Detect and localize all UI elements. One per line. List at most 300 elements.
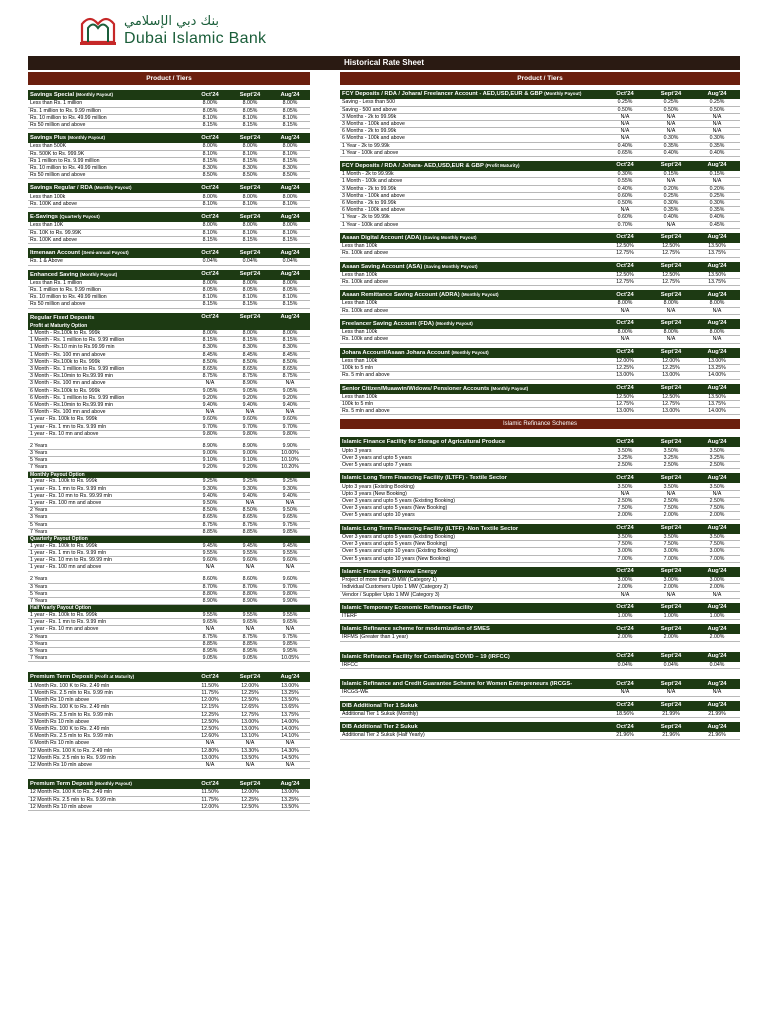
rate-table-islamic-finance-facility-for-storage-of-agricultural-produce [340,437,740,469]
tier-label: 7 Years [28,528,190,535]
tier-label: Rs. 10 million to Rs. 49.99 million [28,294,190,301]
table-title: DIB Additional Tier 1 Sukuk [340,701,602,711]
rate-value: 8.00% [230,280,270,287]
tier-label: 1 year - Rs. 1 mn to Rs. 9.99 mln [28,550,190,557]
rate-table-asaan-digital-account-ada [340,233,740,258]
rate-value: N/A [694,307,740,314]
rate-value: 3.00% [694,548,740,555]
rate-value: 8.10% [230,200,270,207]
tier-label: Upto 3 years [340,447,602,454]
rate-value: 8.75% [230,373,270,380]
rate-value: 0.40% [602,142,648,149]
table-title: Islamic Financing Renewal Energy [340,567,602,577]
table-row [340,689,740,696]
rate-value: 13.00% [648,372,694,379]
tier-label: 1 Month Rs. 2.5 mln to Rs. 9.99 mln [28,689,190,696]
rate-value: N/A [230,740,270,747]
table-row [340,358,740,365]
table-row [28,351,310,358]
rate-value: 0.35% [694,142,740,149]
rate-value: 0.40% [602,185,648,192]
rate-value: 10.05% [270,655,310,662]
table-row [28,236,310,243]
column-header-oct-24: Oct'24 [602,624,648,634]
column-header-sept-24: Sept'24 [648,437,694,447]
tier-label: 1 Month - Rs.10 min to Rs.99.99 min [28,344,190,351]
table-row [28,344,310,351]
tier-label: Over 5 years and upto 10 years (New Booking) [340,555,602,562]
rate-value: 8.00% [694,329,740,336]
rate-value: 12.50% [648,272,694,279]
table-header-row [340,290,740,300]
column-header-sept-24: Sept'24 [230,313,270,323]
rate-value: 13.50% [694,243,740,250]
rate-value: 2.00% [694,584,740,591]
rate-value: 8.65% [270,365,310,372]
tier-label: 3 Years [28,583,190,590]
column-header-sept-24: Sept'24 [230,183,270,193]
rate-table-asaan-remittance-saving-account-adra [340,290,740,315]
rate-value: 8.00% [190,280,230,287]
table-row [28,430,310,437]
rate-value: 3.00% [602,577,648,584]
rate-value: 12.50% [602,272,648,279]
rate-value: 8.05% [190,107,230,114]
tier-label: IRFMS (Greater than 1 year) [340,634,602,641]
rate-value: 9.40% [190,401,230,408]
rate-value: 0.04% [602,662,648,669]
table-title: Premium Term Deposit (Profit at Maturity) [28,672,190,682]
column-header-sept-24: Sept'24 [648,348,694,358]
rate-value: 12.75% [602,279,648,286]
tier-label: Less than 500K [28,143,190,150]
rate-value: N/A [230,500,270,507]
column-header-aug-24: Aug'24 [270,313,310,323]
rate-value: 2.00% [602,634,648,641]
rate-value: 14.00% [270,718,310,725]
rate-value: 0.60% [602,192,648,199]
rate-value: 8.15% [230,157,270,164]
rate-value: N/A [648,336,694,343]
rate-value: 9.55% [230,550,270,557]
table-header-row [340,348,740,358]
rate-value: N/A [190,761,230,768]
rate-value: N/A [270,409,310,416]
rate-value: 8.15% [270,301,310,308]
rate-value: 0.50% [648,106,694,113]
column-header-aug-24: Aug'24 [694,567,740,577]
table-header-row [340,161,740,171]
tier-label: 1 Year - 100k and above [340,149,602,156]
rate-value: 8.10% [270,150,310,157]
column-header-oct-24: Oct'24 [602,701,648,711]
tier-label: 12 Month Rs. 100 K to Rs. 2.49 mln [28,747,190,754]
left-column-header: Product / Tiers [28,72,310,85]
rate-value: 3.00% [602,548,648,555]
tier-label: 1 year - Rs. 1 mn to Rs. 9.99 mln [28,423,190,430]
rate-value: N/A [648,591,694,598]
table-title: Islamic Refinance scheme for modernization of SMES [340,624,602,634]
rate-value: N/A [190,626,230,633]
tier-label: Rs. 500K to Rs. 999.9K [28,150,190,157]
table-row [340,394,740,401]
tier-label: Additional Tier 2 Sukuk (Half Yearly) [340,732,602,739]
column-header-sept-24: Sept'24 [230,779,270,789]
subheader-label: Half Yearly Payout Option [28,605,310,612]
table-title: FCY Deposits / RDA / Johara/ Freelancer Account - AED,USD,EUR & GBP (Monthly Payout) [340,90,602,99]
rate-value: N/A [270,740,310,747]
table-title: Islamic Long Term Financing Facility (ILTFF) -Non Textile Sector [340,524,602,534]
table-row [28,514,310,521]
column-header-oct-24: Oct'24 [602,722,648,732]
rate-value: N/A [270,564,310,571]
rate-value: 9.65% [270,619,310,626]
tier-label: Rs. 100k and above [340,336,602,343]
table-row [28,598,310,605]
rate-value: 12.00% [648,358,694,365]
column-header-oct-24: Oct'24 [602,524,648,534]
rate-value: 9.55% [270,550,310,557]
table-row [340,372,740,379]
rate-value: 9.55% [230,612,270,619]
table-row [340,329,740,336]
column-header-sept-24: Sept'24 [648,679,694,689]
column-header-aug-24: Aug'24 [694,90,740,99]
table-header-row [28,248,310,258]
left-column [28,72,310,815]
table-row [340,490,740,497]
rate-value: N/A [602,490,648,497]
column-header-aug-24: Aug'24 [694,161,740,171]
column-header-oct-24: Oct'24 [190,779,230,789]
rate-value: 0.04% [230,258,270,265]
tier-label: 1 Year - 100k and above [340,221,602,228]
rate-value: 13.00% [270,682,310,689]
table-row [28,789,310,796]
rate-value: 8.10% [230,229,270,236]
column-header-sept-24: Sept'24 [648,262,694,272]
rate-value: 12.25% [230,689,270,696]
table-title: Johara Account/Asaan Johara Account (Monthly Payout) [340,348,602,358]
rate-value: N/A [694,336,740,343]
table-row [340,505,740,512]
rate-value: 2.00% [648,634,694,641]
tier-label: 1 year - Rs. 1 mn to Rs. 9.99 mln [28,485,190,492]
rate-value: 13.25% [270,796,310,803]
rate-value: 11.50% [190,789,230,796]
table-row [340,498,740,505]
rate-value: 12.00% [602,358,648,365]
table-row [28,747,310,754]
rate-value: 0.30% [648,200,694,207]
tier-label: Rs. 5 mln and above [340,408,602,415]
rate-table-islamic-refinance-facility-for-combating-covid-19-irfcc [340,652,740,670]
tier-label: Less than 100k [340,300,602,307]
rate-value: 11.75% [190,796,230,803]
column-header-oct-24: Oct'24 [602,384,648,394]
tier-label: Over 3 years and upto 5 years (Existing Booking) [340,498,602,505]
table-row [340,135,740,142]
table-row [28,485,310,492]
table-header-row [340,679,740,689]
rate-value: 8.15% [190,121,230,128]
rate-value: 8.00% [190,100,230,107]
rate-value: 21.96% [694,732,740,739]
tier-label: Less than 100k [340,394,602,401]
rate-value: 0.35% [648,207,694,214]
column-header-aug-24: Aug'24 [694,652,740,662]
table-row [28,423,310,430]
rate-value: 2.50% [694,498,740,505]
table-title: Savings Regular / RDA (Monthly Payout) [28,183,190,193]
tier-label: Saving - Less than 500 [340,99,602,106]
tier-label: 3 Month Rs 10 mln above [28,718,190,725]
rate-value: 0.60% [602,214,648,221]
table-row [28,576,310,583]
rate-value: 9.50% [270,507,310,514]
rate-value: 8.50% [190,172,230,179]
table-row [28,633,310,640]
rate-value: 8.75% [230,521,270,528]
rate-value: 8.00% [648,300,694,307]
column-header-aug-24: Aug'24 [694,624,740,634]
tier-label: Rs. 100k and above [340,307,602,314]
table-title: Savings Special (Monthly Payout) [28,90,190,100]
column-header-sept-24: Sept'24 [648,319,694,329]
right-column-header: Product / Tiers [340,72,740,85]
table-header-row [340,624,740,634]
rate-value: 9.70% [270,423,310,430]
table-row [28,394,310,401]
tier-label: 2 Years [28,442,190,449]
table-row [340,711,740,718]
tier-label: Rs 50 million and above [28,172,190,179]
rate-value: 9.80% [230,430,270,437]
tier-label: 1 Year - 2k to 99.99k [340,142,602,149]
rate-value: 8.65% [190,514,230,521]
column-header-aug-24: Aug'24 [694,722,740,732]
rate-value: 0.40% [648,149,694,156]
rate-value: 3.50% [694,534,740,541]
tier-label: 6 Month - Rs.100k to Rs. 999k [28,387,190,394]
rate-table-savings-plus [28,133,310,179]
rate-value: N/A [648,178,694,185]
rate-value: 10.20% [270,464,310,471]
table-header-row [340,384,740,394]
rate-value: N/A [270,626,310,633]
rate-value: 9.60% [230,416,270,423]
table-row [340,548,740,555]
rate-value: N/A [230,761,270,768]
tier-label: Rs. 1 million to Rs. 9.99 million [28,107,190,114]
column-header-oct-24: Oct'24 [602,652,648,662]
rate-value: 8.10% [230,114,270,121]
rate-value: 8.10% [230,150,270,157]
rate-value: 8.15% [190,157,230,164]
tier-label: 1 Month - Rs. 1 million to Rs. 9.99 million [28,337,190,344]
column-header-aug-24: Aug'24 [694,679,740,689]
rate-value: 8.15% [270,157,310,164]
tier-label: 6 Months - 2k to 99.99k [340,128,602,135]
bank-logo [78,12,308,50]
table-title: Premium Term Deposit (Monthly Payout) [28,779,190,789]
rate-value: 8.15% [270,337,310,344]
rate-value: 9.60% [190,557,230,564]
rate-value: 12.75% [648,279,694,286]
rate-value: 14.50% [270,754,310,761]
table-row [340,192,740,199]
column-header-oct-24: Oct'24 [602,233,648,243]
rate-value: 9.75% [270,521,310,528]
table-row [28,725,310,732]
table-row [28,704,310,711]
table-row [28,258,310,265]
table-row [28,121,310,128]
tier-label: 6 Month - Rs. 1 million to Rs. 9.99 million [28,394,190,401]
tier-label: 3 Month - Rs. 100 mn and above [28,380,190,387]
rate-value: 0.50% [602,106,648,113]
column-header-sept-24: Sept'24 [648,722,694,732]
rate-value: 8.00% [602,300,648,307]
rate-value: 13.00% [270,789,310,796]
column-header-aug-24: Aug'24 [270,270,310,280]
table-row [340,512,740,519]
rate-value: 8.85% [230,640,270,647]
dib-emblem-icon [78,12,118,48]
rate-value: 2.00% [694,634,740,641]
subheader-label: Quarterly Payout Option [28,536,310,543]
rate-value: 1.00% [694,613,740,620]
rate-value: 8.45% [230,351,270,358]
column-header-oct-24: Oct'24 [190,248,230,258]
tier-label: 7 Years [28,598,190,605]
tier-label: 1 year - Rs. 100k to Rs. 999k [28,543,190,550]
rate-value: 8.50% [230,358,270,365]
table-row [28,100,310,107]
tier-label: ITERF [340,613,602,620]
rate-value: 8.65% [230,514,270,521]
rate-value: 8.50% [190,507,230,514]
tier-label: 3 Years [28,514,190,521]
rate-value: 8.10% [190,229,230,236]
tier-label: Over 3 years and upto 5 years (New Booking) [340,541,602,548]
table-title: Asaan Digital Account (ADA) (Saving Monthly Payout) [340,233,602,243]
rate-value: 12.60% [190,733,230,740]
table-row [28,528,310,535]
rate-value: 8.10% [190,200,230,207]
rate-value: 9.60% [270,576,310,583]
rate-value: 0.15% [648,171,694,178]
column-header-sept-24: Sept'24 [648,652,694,662]
rate-value: 8.00% [270,193,310,200]
rate-value: 9.80% [190,430,230,437]
rate-value: 14.10% [270,733,310,740]
table-row [340,408,740,415]
rate-value: 9.50% [190,500,230,507]
rate-value: 3.00% [694,577,740,584]
rate-value: N/A [694,178,740,185]
column-header-aug-24: Aug'24 [694,473,740,483]
rate-value: 9.30% [230,485,270,492]
tier-label: 6 Month Rs 10 mln above [28,740,190,747]
rate-value: 0.04% [694,662,740,669]
tier-label: Less than Rs. 1 million [28,280,190,287]
tier-label: 6 Month Rs. 2.5 mln to Rs. 9.99 mln [28,733,190,740]
rate-value: 0.45% [694,221,740,228]
table-row [28,380,310,387]
rate-value: 8.10% [190,150,230,157]
column-header-aug-24: Aug'24 [694,290,740,300]
table-row [28,711,310,718]
rate-table-senior-citizen-muaawin-widows-pensioner-accounts [340,384,740,416]
rate-value: 13.50% [694,272,740,279]
rate-value: 9.65% [270,514,310,521]
table-row [28,409,310,416]
table-row [28,796,310,803]
tier-label: Less than 100k [340,329,602,336]
rate-value: 3.25% [694,454,740,461]
rate-value: 8.90% [190,442,230,449]
tier-label: 1 year - Rs. 10 mn and above [28,626,190,633]
table-row [340,272,740,279]
table-row [340,555,740,562]
table-row [28,492,310,499]
rate-value: 3.25% [602,454,648,461]
rate-table-premium-term-deposit [28,672,310,769]
rate-value: 2.50% [694,462,740,469]
rate-table-islamic-financing-renewal-energy [340,567,740,599]
table-row [340,307,740,314]
rate-value: 9.20% [270,394,310,401]
rate-value: 2.50% [602,462,648,469]
tier-label: 3 Years [28,449,190,456]
rate-value: 9.05% [270,387,310,394]
tier-label: 1 year - Rs. 10 mn and above [28,430,190,437]
rate-value: 8.30% [190,165,230,172]
rate-value: 2.00% [648,584,694,591]
column-header-oct-24: Oct'24 [190,313,230,323]
table-row [340,462,740,469]
rate-value: 7.50% [648,505,694,512]
table-header-row [340,473,740,483]
column-header-sept-24: Sept'24 [648,233,694,243]
rate-value: 9.10% [190,457,230,464]
column-header-oct-24: Oct'24 [602,603,648,613]
rate-value: 9.85% [270,640,310,647]
rate-value: 3.00% [648,577,694,584]
rate-value: 8.05% [230,287,270,294]
table-row [28,442,310,449]
rate-value: 3.50% [694,447,740,454]
table-header-row [28,212,310,222]
rate-value: 8.10% [270,294,310,301]
column-header-aug-24: Aug'24 [270,183,310,193]
rate-value: 8.85% [190,528,230,535]
table-title: Asaan Remittance Saving Account (ADRA) (Monthly Payout) [340,290,602,300]
tier-label: 1 Month - 2k to 99.99k [340,171,602,178]
table-row [28,229,310,236]
tier-label: 2 Years [28,633,190,640]
tier-label: Less than 100k [340,358,602,365]
rate-value: 0.55% [602,178,648,185]
rate-value: 0.50% [602,200,648,207]
rate-table-itmenaan-account [28,248,310,266]
rate-value: N/A [694,689,740,696]
rate-value: 0.04% [190,258,230,265]
rate-value: 11.75% [190,689,230,696]
table-row [28,457,310,464]
column-header-aug-24: Aug'24 [270,90,310,100]
